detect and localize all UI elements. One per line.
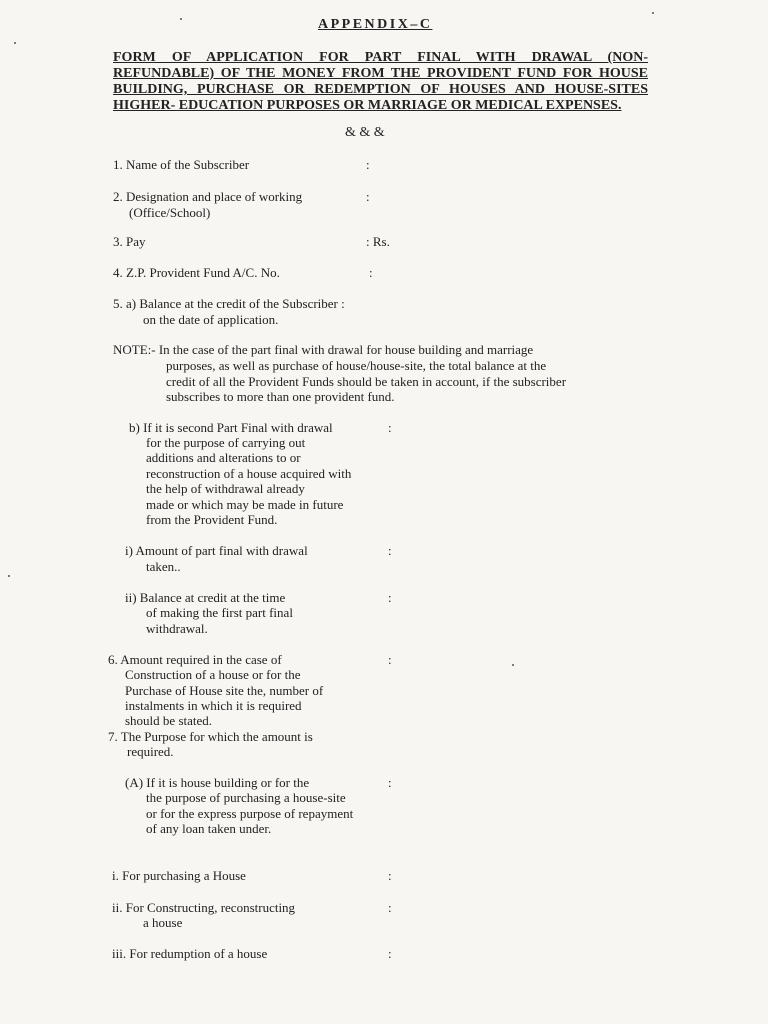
item-constructing-colon: : [388,900,392,915]
item-purchasing-house-label: i. For purchasing a House [112,868,246,883]
item-house-building-colon: : [388,775,392,790]
item-second-part-final-line: made or which may be made in future [146,497,344,512]
note-line: purposes, as well as purchase of house/house-site, the total balance at the [166,358,547,373]
item-second-part-final-line: for the purpose of carrying out [146,435,306,450]
item-balance-first-line: of making the first part final [146,605,293,620]
heading-line: HIGHER- EDUCATION PURPOSES OR MARRIAGE OR MEDICAL EXPENSES. [113,98,622,113]
item-name-colon: : [366,157,370,172]
item-balance-sublabel: on the date of application. [143,312,279,327]
item-redemption-label: iii. For redumption of a house [112,946,268,961]
item-pay-colon: : Rs. [366,234,390,249]
item-name-label: 1. Name of the Subscriber [113,157,250,172]
item-designation-sublabel: (Office/School) [129,205,211,220]
item-second-part-final-line: from the Provident Fund. [146,512,278,527]
heading-line: REFUNDABLE) OF THE MONEY FROM THE PROVIDENT FUND FOR HOUSE [113,66,648,81]
scan-speck [512,664,514,666]
item-second-part-final-line: additions and alterations to or [146,450,301,465]
item-amount-required-colon: : [388,652,392,667]
item-balance-label: 5. a) Balance at the credit of the Subscriber : [113,296,345,311]
item-second-part-final-label: b) If it is second Part Final with drawal [129,420,333,435]
item-designation-colon: : [366,189,370,204]
note-line: credit of all the Provident Funds should be taken in account, if the subscriber [166,374,567,389]
note-line: NOTE:- In the case of the part final with drawal for house building and marriage [113,342,534,357]
heading-line: FORM OF APPLICATION FOR PART FINAL WITH DRAWAL (NON- [113,50,648,65]
item-amount-taken-label: i) Amount of part final with drawal [125,543,308,558]
item-amount-required-label: 6. Amount required in the case of [108,652,282,667]
item-purpose-sublabel: required. [127,744,174,759]
scan-speck [14,42,16,44]
separator: & & & [345,125,385,140]
item-amount-taken-sublabel: taken.. [146,559,181,574]
item-house-building-line: or for the express purpose of repayment [146,806,354,821]
item-amount-required-line: Construction of a house or for the [125,667,301,682]
appendix-title: APPENDIX–C [318,17,433,32]
item-amount-required-line: Purchase of House site the, number of [125,683,324,698]
item-house-building-line: of any loan taken under. [146,821,272,836]
heading-line: BUILDING, PURCHASE OR REDEMPTION OF HOUSES AND HOUSE-SITES [113,82,648,97]
scan-speck [180,18,182,20]
item-redemption-colon: : [388,946,392,961]
item-house-building-label: (A) If it is house building or for the [125,775,310,790]
item-amount-taken-colon: : [388,543,392,558]
scan-speck [652,12,654,14]
item-second-part-final-colon: : [388,420,392,435]
item-second-part-final-line: reconstruction of a house acquired with [146,466,352,481]
scan-speck [8,575,10,577]
item-house-building-line: the purpose of purchasing a house-site [146,790,346,805]
item-amount-required-line: instalments in which it is required [125,698,302,713]
item-second-part-final-line: the help of withdrawal already [146,481,305,496]
note-line: subscribes to more than one provident fund. [166,389,395,404]
item-balance-first-label: ii) Balance at credit at the time [125,590,286,605]
form-heading [113,50,648,114]
item-amount-required-line: should be stated. [125,713,213,728]
item-constructing-label: ii. For Constructing, reconstructing [112,900,296,915]
item-purpose-label: 7. The Purpose for which the amount is [108,729,313,744]
item-designation-label: 2. Designation and place of working [113,189,303,204]
item-balance-first-line: withdrawal. [146,621,208,636]
item-purchasing-house-colon: : [388,868,392,883]
item-pay-label: 3. Pay [113,234,146,249]
item-balance-first-colon: : [388,590,392,605]
item-account-label: 4. Z.P. Provident Fund A/C. No. [113,265,280,280]
item-account-colon: : [369,265,373,280]
item-constructing-sublabel: a house [143,915,183,930]
